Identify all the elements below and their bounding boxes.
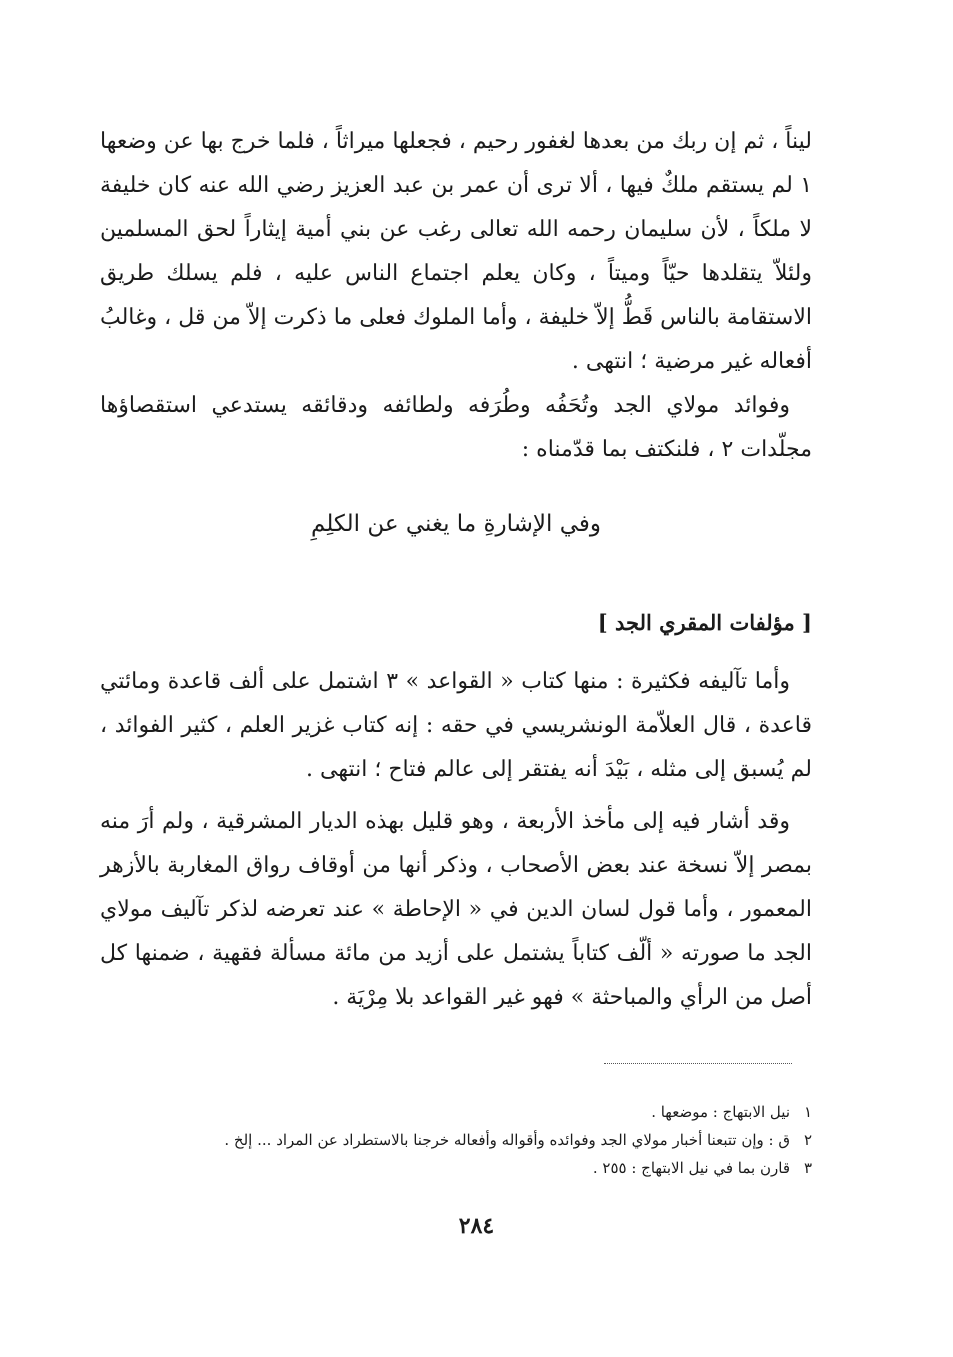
page-number: ٢٨٤	[458, 1213, 495, 1239]
section-heading: [ مؤلفات المقري الجد ]	[597, 610, 812, 635]
footnote-number: ١	[803, 1103, 812, 1121]
section-paragraph-1: وأما تآليفه فكثيرة : منها كتاب « القواعد » ٣ اشتمل على ألف قاعدة ومائتي قاعدة ، قال العلاّمة الونشريسي في حقه : إنه كتاب غزير العلم ، كثير الفوائد ، لم يُسبق إلى مثله ، بَيْدَ أنه يفتقر إلى عالم فتاح ؛ انتهى .	[100, 669, 812, 782]
section-paragraph-2: وقد أشار فيه إلى مأخذ الأربعة ، وهو قليل بهذه الديار المشرقية ، ولم أرَ منه بمصر إلاّ نسخة عند بعض الأصحاب ، وذكر أنها من أوقاف رواق المغاربة بالأزهر المعمور ، وأما قول لسان الدين في « الإحاطة » عند تعرضه لذكر تآليف مولاي الجد ما صورته « ألّف كتاباً يشتمل على أزيد من مائة مسألة فقهية ، ضمنها كل أصل من الرأي والمباحثة » فهو غير القواعد بلا مِرْيَة .	[100, 809, 812, 1010]
footnote-item	[100, 1154, 812, 1182]
footnotes-list	[100, 1098, 812, 1182]
footnote-divider	[604, 1063, 792, 1064]
footnote-text: ق : وإن تتبعنا أخبار مولاي الجد وفوائده وأقواله وأفعاله خرجنا بالاستطراد عن المراد ... إلخ .	[224, 1131, 790, 1149]
footnote-number: ٢	[803, 1131, 812, 1149]
footnote-text: نيل الابتهاج : موضعها .	[651, 1103, 790, 1121]
verse-line: وفي الإشارةِ ما يغني عن الكلِمِ	[311, 511, 601, 537]
footnote-text: قارن بما في نيل الابتهاج : ٢٥٥ .	[592, 1159, 790, 1177]
footnote-item	[100, 1126, 812, 1154]
paragraph-1: ليناً ، ثم إن ربك من بعدها لغفور رحيم ، فجعلها ميراثاً ، فلما خرج بها عن وضعها ١ لم يستقم ملكٌ فيها ، ألا ترى أن عمر بن عبد العزيز رضي الله عنه كان خليفة لا ملكاً ، لأن سليمان رحمه الله تعالى رغب عن بني أمية إيثاراً لحق المسلمين ولئلاّ يتقلدها حيّاً وميتاً ، وكان يعلم اجتماع الناس عليه ، فلم يسلك طريق الاستقامة بالناس قَطُّ إلاّ خليفة ، وأما الملوك فعلى ما ذكرت إلاّ من قل ، وغالبُ أفعاله غير مرضية ؛ انتهى .	[100, 129, 813, 374]
footnote-number: ٣	[803, 1159, 812, 1177]
footnote-item	[100, 1098, 812, 1126]
paragraph-2: وفوائد مولاي الجد وتُحَفُه وطُرَفه ولطائفه ودقائقه يستدعي استقصاؤها مجلّدات ٢ ، فلنكتف بما قدّمناه :	[100, 393, 812, 462]
